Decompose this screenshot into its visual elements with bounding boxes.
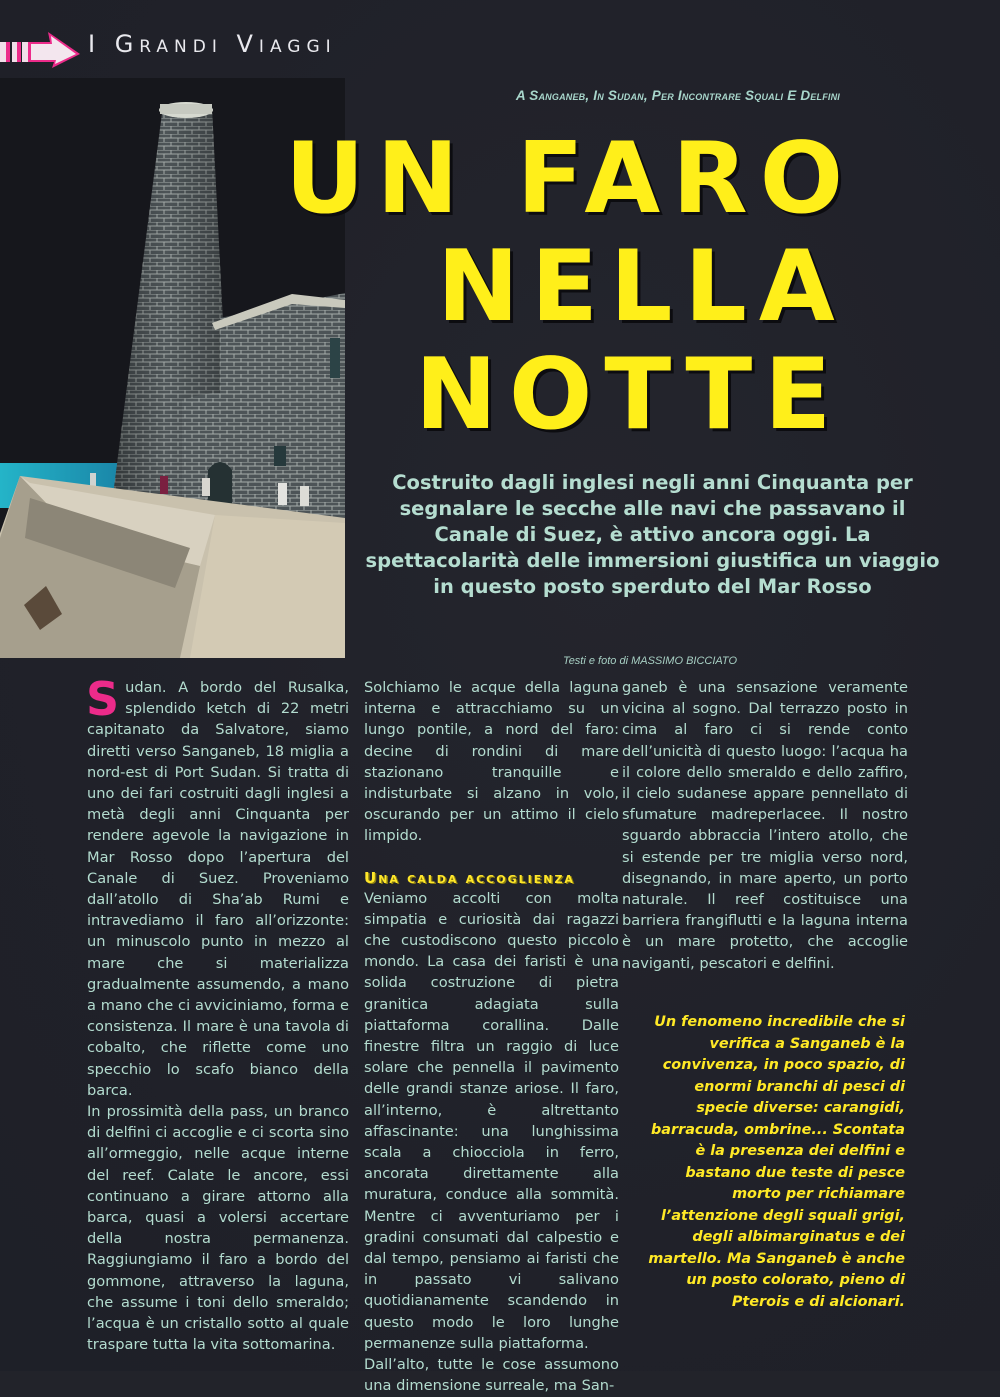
subheading: Una calda accoglienza [364, 868, 575, 887]
headline-line-2: NELLA [437, 230, 847, 344]
paragraph: Veniamo accolti con molta simpatia e curiosità dai ragazzi che custodiscono questo piccolo mondo. La casa dei faristi è una solida costruzione di pietra granitica adagiata sulla piattaforma corallina. Dalle finestre filtra un raggio di luce solare che pennella il pavimento delle grandi stanze ariose. Il faro, all’interno, è altrettanto affascinante: una lunghissima scala a chiocciola in ferro, ancorata direttamente alla muratura, conduce alla sommità. Mentre ci avventuriamo per i gradini consumati dal calpestio e dal tempo, pensiamo ai faristi che in passato vi salivano quotidianamente scandendo in questo modo le loro lunghe permanenze sulla piattaforma. [364, 889, 619, 1352]
headline-line-1: UN FARO [285, 122, 856, 236]
paragraph: Dall’alto, tutte le cose assumono una dimensione surreale, ma San- [364, 1356, 619, 1395]
pull-quote: Un fenomeno incredibile che si verifica a Sanganeb è la convivenza, in poco spazio, di enormi branchi di pesci di specie diverse: carangidi, barracuda, ombrine... Scontata è la presenza dei delfini e bastano due teste di pesce morto per richiamare l’attenzione degli squali grigi, degli albimarginatus e dei martello. Ma Sanganeb è anche un posto colorato, pieno di Pterois e di alcionari. [648, 1014, 905, 1310]
body-column-1 [86, 672, 349, 1356]
body-column-2 [364, 677, 619, 1397]
paragraph: Solchiamo le acque della laguna interna e attracchiamo su un lungo pontile, a nord del faro: decine di rondini di mare stazionano tranquille e indisturbate si alzano in volo, oscurando per un attimo il cielo limpido. [364, 679, 619, 845]
paragraph: In prossimità della pass, un branco di delfini ci accoglie e ci scorta sino all’ormeggio, nelle acque interne del reef. Calate le ancore, essi continuano a girare attorno alla barca, quasi a volersi accertare della nostra permanenza. Raggiungiamo il faro a bordo del gommone, attraverso la laguna, che assume i toni dello smeraldo; l’acqua è un cristallo sotto al quale traspare tutta la vita sottomarina. [87, 1103, 349, 1354]
section-header [0, 14, 430, 60]
standfirst: Costruito dagli inglesi negli anni Cinquanta per segnalare le secche alle navi che passavano il Canale di Suez, è attivo ancora oggi. La spettacolarità delle immersioni giustifica un viaggio in questo posto sperduto del Mar Rosso [365, 471, 940, 598]
headline [285, 122, 856, 452]
body-column-3 [622, 677, 908, 974]
pink-arrow-icon [0, 22, 88, 68]
byline: Testi e foto di MASSIMO BICCIATO [562, 655, 738, 667]
paragraph-text: udan. A bordo del Rusalka, splendido ketch di 22 metri capitanato da Salvatore, siamo diretti verso Sanganeb, 18 miglia a nord-est di Port Sudan. Si tratta di uno dei fari costruiti dagli inglesi a metà degli anni Cinquanta per rendere agevole la navigazione in Mar Rosso dopo l’apertura del Canale di Suez. Proveniamo dall’atollo di Sha’ab Rumi e intravediamo il faro all’orizzonte: un minuscolo punto in mezzo al mare che si materializza gradualmente assumendo, a mano a mano che ci avviciniamo, forma e consistenza. Il mare è una tavola di cobalto, che riflette come uno specchio lo scafo bianco della barca. [87, 679, 349, 1099]
drop-cap: S [86, 672, 120, 726]
paragraph [86, 672, 349, 1101]
kicker: A Sanganeb, In Sudan, Per Incontrare Squali E Delfini [515, 88, 840, 103]
paragraph: ganeb è una sensazione veramente vicina al sogno. Dal terrazzo posto in cima al faro ci si rende conto dell’unicità di questo luogo: l’acqua ha il colore dello smeraldo e dello zaffiro, il cielo sudanese appare pennellato di sfumature madreperlacee. Il nostro sguardo abbraccia l’intero atollo, che si estende per tre miglia verso nord, disegnando, in mare aperto, un porto naturale. Il reef costituisce una barriera frangiflutti e la laguna interna è un mare protetto, che accoglie naviganti, pescatori e delfini. [622, 679, 908, 972]
section-title: I Grandi Viaggi [88, 30, 337, 58]
headline-line-3: NOTTE [415, 338, 844, 452]
